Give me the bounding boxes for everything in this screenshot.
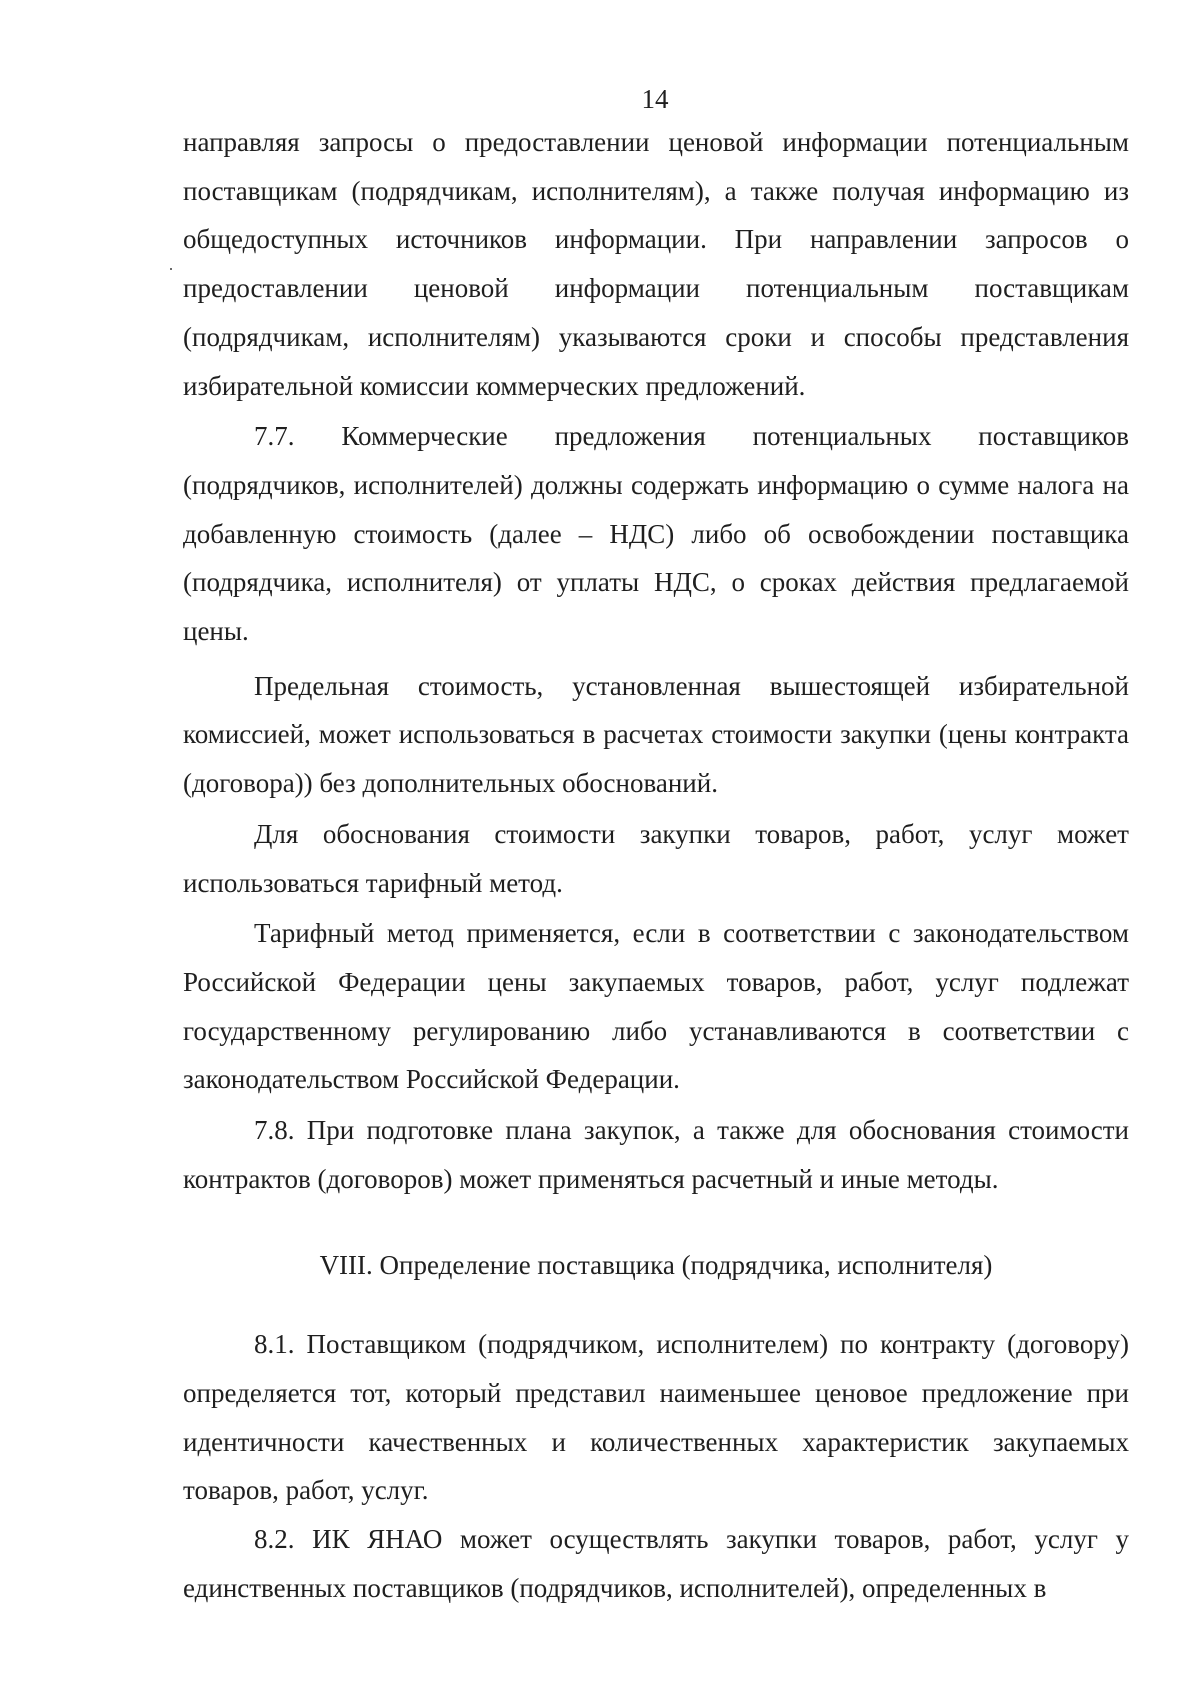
paragraph-max-cost: Предельная стоимость, установленная вышестоящей избирательной комиссией, может использоваться в расчетах стоимости закупки (цены контракта (договора)) без дополнительных обоснований. — [183, 670, 1129, 799]
paragraph-7-7: 7.7. Коммерческие предложения потенциальных поставщиков (подрядчиков, исполнителей) должны содержать информацию о сумме налога на добавленную стоимость (далее – НДС) либо об освобождении поставщика (подрядчика, исполнителя) от уплаты НДС, о сроках действия предлагаемой цены. — [183, 421, 1129, 647]
paragraph-tariff-applies: Тарифный метод применяется, если в соответствии с законодательством Российской Федерации цены закупаемых товаров, работ, услуг подлежат государственному регулированию либо устанавливаются в соответствии с законодательством Российской Федерации. — [183, 918, 1129, 1095]
paragraph-8-1: 8.1. Поставщиком (подрядчиком, исполнителем) по контракту (договору) определяется тот, который представил наименьшее ценовое предложение при идентичности качественных и количественных характеристик закупаемых товаров, работ, услуг. — [183, 1329, 1129, 1506]
paragraph-7-8: 7.8. При подготовке плана закупок, а также для обоснования стоимости контрактов (договоров) может применяться расчетный и иные методы. — [183, 1115, 1129, 1194]
paragraph-tariff-method: Для обоснования стоимости закупки товаров, работ, услуг может использоваться тарифный метод. — [183, 818, 1129, 898]
paragraph-continuation: направляя запросы о предоставлении ценовой информации потенциальным поставщикам (подрядчикам, исполнителям), а также получая информацию из общедоступных источников информации. При направлении запросов о предоставлении ценовой информации потенциальным поставщикам (подрядчикам, исполнителям) указываются сроки и способы представления избирательной комиссии коммерческих предложений. — [183, 127, 1129, 401]
document-body — [183, 118, 1129, 1612]
paragraph-8-2: 8.2. ИК ЯНАО может осуществлять закупки товаров, работ, услуг у единственных поставщиков (подрядчиков, исполнителей), определенных в — [183, 1523, 1129, 1603]
page-number: 14 — [641, 84, 669, 114]
scan-speck — [170, 268, 172, 270]
section-heading-viii: VIII. Определение поставщика (подрядчика, исполнителя) — [319, 1250, 993, 1281]
